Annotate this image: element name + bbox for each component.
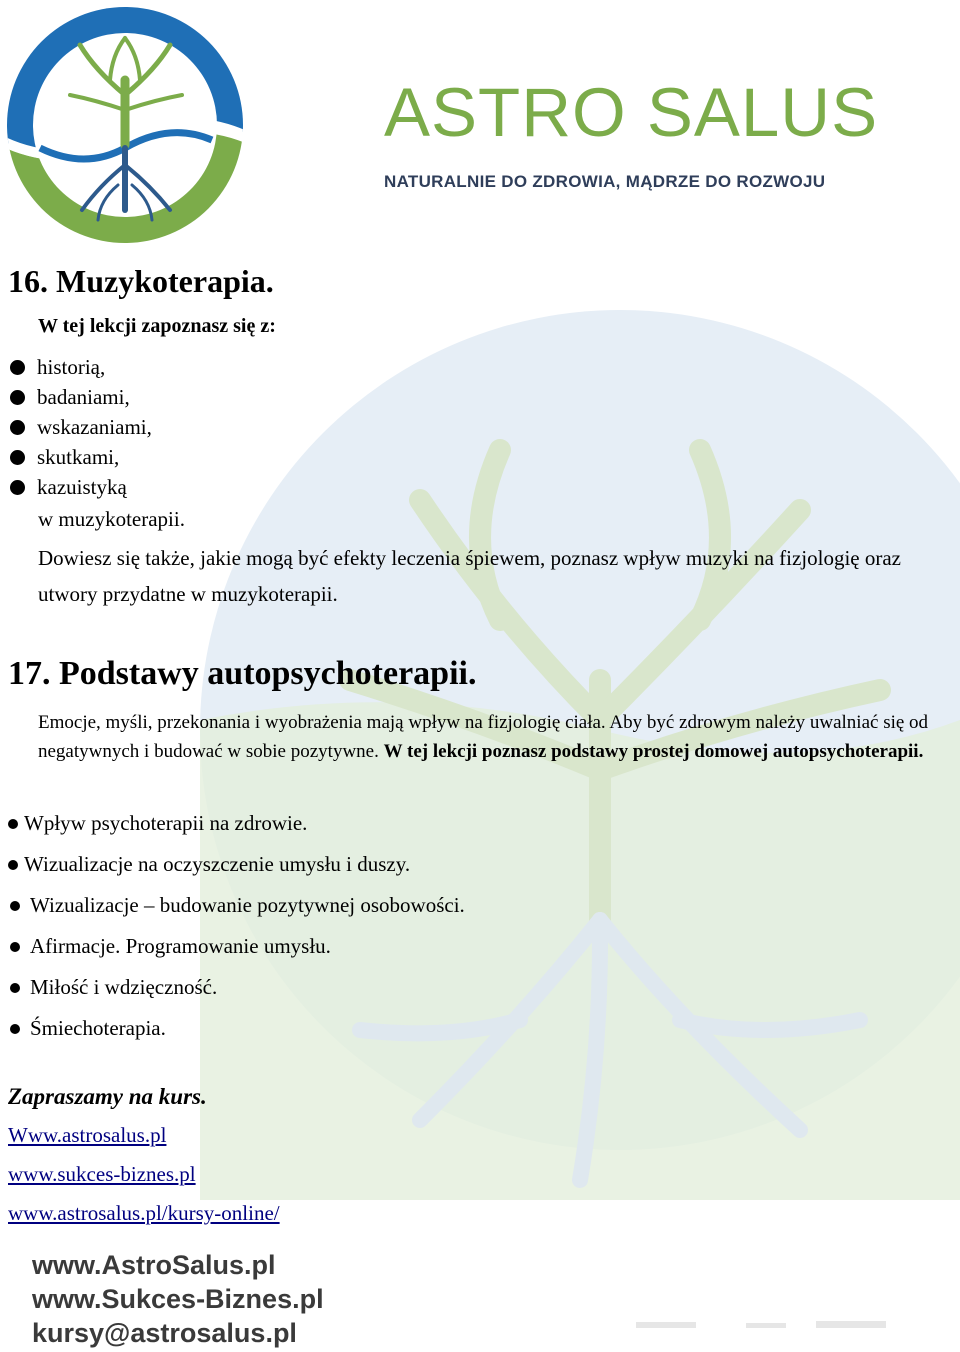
link-sukces-biznes[interactable]: www.sukces-biznes.pl: [8, 1162, 196, 1186]
section-16-title: 16. Muzykoterapia.: [8, 263, 274, 299]
bullet-icon: [8, 860, 18, 870]
list-item-text: historią,: [37, 354, 106, 379]
brand-name: ASTRO SALUS: [384, 74, 879, 151]
link-kursy-online[interactable]: www.astrosalus.pl/kursy-online/: [8, 1201, 280, 1225]
course-invite: Zapraszamy na kurs.: [8, 1084, 207, 1109]
list-item: [10, 472, 152, 502]
footer-contact-banner: [32, 1248, 324, 1350]
list-item: [6, 1008, 465, 1049]
section-17-paragraph-text: Emocje, myśli, przekonania i wyobrażenia mają wpływ na fizjologię ciała. Aby być zdrowym należy uwalniać się od negatywnych i budować w sobie pozytywne.: [38, 712, 929, 762]
list-item-text: wskazaniami,: [37, 414, 152, 439]
brand-tagline: NATURALNIE DO ZDROWIA, MĄDRZE DO ROZWOJU: [384, 172, 826, 191]
list-item: [6, 844, 465, 885]
list-item: [6, 967, 465, 1008]
list-item-text: kazuistyką: [37, 474, 127, 499]
footer-line: www.AstroSalus.pl: [32, 1250, 276, 1280]
section-16-continuation: w muzykoterapii.: [38, 507, 185, 531]
list-item: [6, 803, 465, 844]
footer-line: kursy@astrosalus.pl: [32, 1318, 297, 1348]
section-16-intro: W tej lekcji zapoznasz się z:: [38, 315, 276, 337]
astro-salus-logo-icon: [0, 0, 250, 250]
links-list: [8, 1125, 280, 1242]
list-item-text: Miłość i wdzięczność.: [30, 975, 218, 999]
section-17-paragraph-bold: W tej lekcji poznasz podstawy prostej domowej autopsychoterapii.: [383, 741, 924, 762]
link-astrosalus[interactable]: Www.astrosalus.pl: [8, 1123, 167, 1147]
section-16-bullet-list: [10, 352, 152, 502]
faint-watermark-mark: [636, 1318, 926, 1336]
bullet-icon: [10, 901, 20, 911]
list-item-text: Wizualizacje – budowanie pozytywnej osobowości.: [30, 893, 465, 917]
list-item: [10, 412, 152, 442]
bullet-icon: [10, 942, 20, 952]
section-16-paragraph: Dowiesz się także, jakie mogą być efekty leczenia śpiewem, poznasz wpływ muzyki na fizjologię oraz utwory przydatne w muzykoterapii.: [38, 546, 901, 606]
section-17-title: 17. Podstawy autopsychoterapii.: [8, 655, 477, 692]
list-item: [10, 382, 152, 412]
footer-line: www.Sukces-Biznes.pl: [32, 1284, 324, 1314]
list-item-text: Śmiechoterapia.: [30, 1016, 166, 1040]
list-item-text: Wizualizacje na oczyszczenie umysłu i duszy.: [24, 852, 411, 876]
list-item-text: skutkami,: [37, 444, 120, 469]
bullet-icon: [10, 450, 25, 465]
bullet-icon: [10, 360, 25, 375]
list-item: [10, 442, 152, 472]
section-17-bullet-list: [6, 803, 465, 1049]
bullet-icon: [10, 480, 25, 495]
section-17-paragraph: [38, 708, 958, 766]
bullet-icon: [10, 1024, 20, 1034]
list-item: [10, 352, 152, 382]
list-item: [6, 885, 465, 926]
bullet-icon: [10, 420, 25, 435]
list-item-text: badaniami,: [37, 384, 130, 409]
bullet-icon: [10, 390, 25, 405]
list-item: [6, 926, 465, 967]
bullet-icon: [8, 819, 18, 829]
list-item-text: Afirmacje. Programowanie umysłu.: [30, 934, 331, 958]
list-item-text: Wpływ psychoterapii na zdrowie.: [24, 811, 308, 835]
bullet-icon: [10, 983, 20, 993]
